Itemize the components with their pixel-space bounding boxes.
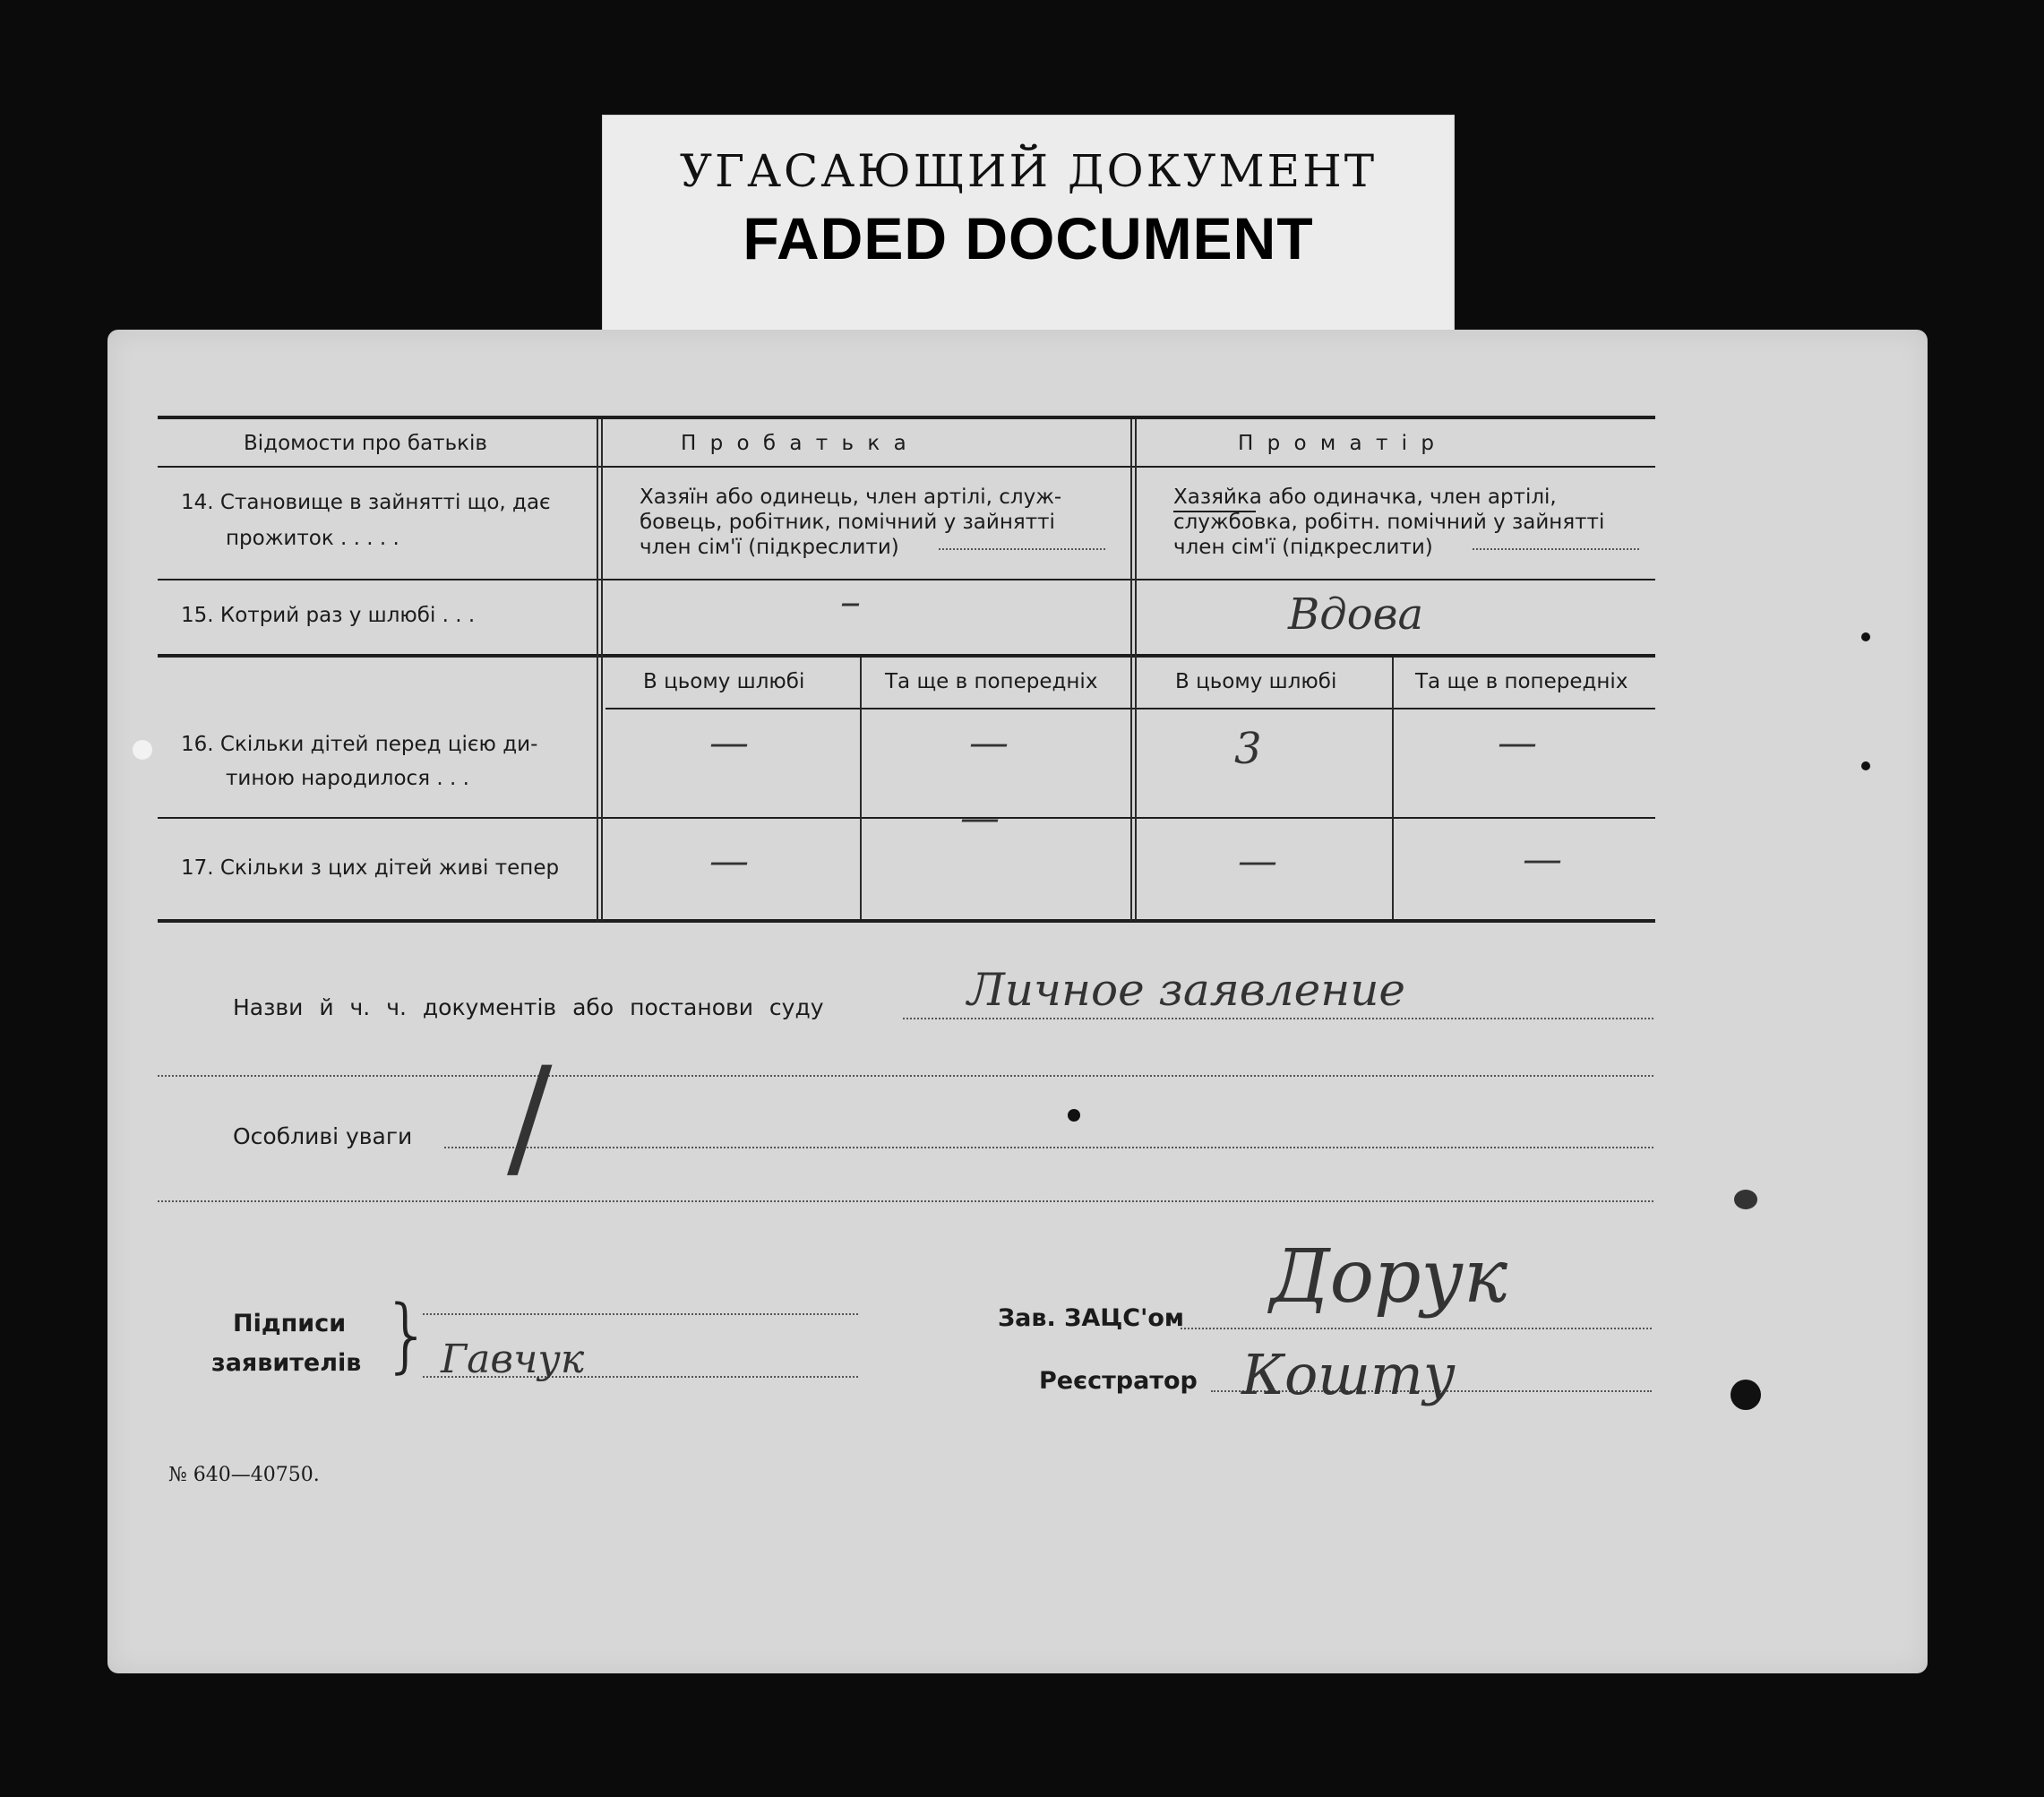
table-bottom-rule xyxy=(158,919,1655,923)
row17-father-this: — xyxy=(709,838,749,884)
applicant-sig-dots-1 xyxy=(423,1313,858,1315)
applicants-brace: } xyxy=(382,1288,434,1382)
head-sig-dots xyxy=(1181,1328,1652,1329)
row14-mother-line3: член сім'ї (підкреслити) xyxy=(1173,536,1433,559)
faded-label-ru: УГАСАЮЩИЙ ДОКУМЕНТ xyxy=(679,145,1378,197)
subheader-father-prev: Та ще в попередніх xyxy=(885,670,1098,693)
row14-label-line2: прожиток . . . . . xyxy=(226,527,399,550)
col-divider-father-sub xyxy=(860,658,862,919)
row15-mother-value: Вдова xyxy=(1288,589,1424,640)
row16-mother-this: 3 xyxy=(1234,724,1262,774)
documents-dots-2 xyxy=(158,1075,1653,1077)
header-bottom-rule xyxy=(158,466,1655,468)
row14-mother-dots xyxy=(1473,548,1639,550)
registry-form-sheet xyxy=(107,330,1928,1673)
remarks-value: / xyxy=(507,1039,553,1195)
registrar-label: Реєстратор xyxy=(1039,1367,1198,1395)
row14-bottom-rule xyxy=(158,579,1655,580)
remarks-dots xyxy=(444,1147,1653,1148)
col-divider-mother-sub xyxy=(1392,658,1394,919)
form-number: № 640—40750. xyxy=(168,1464,320,1486)
subheader-father-this: В цьому шлюбі xyxy=(643,670,805,693)
row17-mother-prev: — xyxy=(1523,837,1562,882)
subheader-mother-this: В цьому шлюбі xyxy=(1175,670,1337,693)
applicants-label-line1: Підписи xyxy=(233,1310,347,1337)
row14-mother-line2: службовка, робітн. помічний у зайнятті xyxy=(1173,511,1605,534)
pin-mark-2 xyxy=(1861,761,1870,770)
row16-mother-prev: — xyxy=(1498,720,1537,766)
col-divider-1a xyxy=(597,419,598,921)
row17-mother-this: — xyxy=(1238,838,1277,884)
row14-father-dots xyxy=(939,548,1105,550)
header-info: Відомости про батьків xyxy=(244,432,487,455)
row17-father-prev: — xyxy=(960,795,1000,841)
row16-label-line2: тиною народилося . . . xyxy=(226,767,469,790)
row14-father-line2: бовець, робітник, помічний у зайнятті xyxy=(640,511,1055,534)
punch-hole-2 xyxy=(1734,1190,1757,1209)
row15-bottom-rule xyxy=(158,654,1655,658)
applicants-label-line2: заявителів xyxy=(211,1349,362,1377)
faded-document-label xyxy=(602,115,1455,331)
table-top-rule xyxy=(158,416,1655,419)
light-spot xyxy=(133,740,152,760)
ink-dot xyxy=(1068,1109,1080,1122)
col-divider-2a xyxy=(1130,419,1132,921)
row14-label-line1: 14. Становище в зайнятті що, дає xyxy=(181,491,551,514)
registrar-signature: Кошту xyxy=(1241,1342,1456,1407)
row16-father-prev: — xyxy=(969,720,1009,766)
row17-label: 17. Скільки з цих дітей живі тепер xyxy=(181,856,560,880)
remarks-label: Особливі уваги xyxy=(233,1123,413,1149)
punch-hole-1 xyxy=(1731,1380,1761,1410)
head-signature: Дорук xyxy=(1270,1234,1508,1320)
subheader-mother-prev: Та ще в попередніх xyxy=(1415,670,1628,693)
col-divider-2b xyxy=(1135,419,1137,921)
header-father: П р о б а т ь к а xyxy=(681,432,910,455)
row16-bottom-rule xyxy=(158,817,1655,819)
faded-label-en: FADED DOCUMENT xyxy=(743,205,1314,271)
row14-father-line3: член сім'ї (підкреслити) xyxy=(640,536,899,559)
col-divider-1b xyxy=(601,419,603,921)
documents-value: Личное заявление xyxy=(967,964,1405,1016)
row14-father-line1: Хазяїн або одинець, член артілі, служ- xyxy=(640,486,1062,509)
row16-label-line1: 16. Скільки дітей перед цією ди- xyxy=(181,733,538,756)
applicant-signature: Гавчук xyxy=(441,1337,585,1382)
documents-label: Назви й ч. ч. документів або постанови суду xyxy=(233,994,824,1020)
head-label: Зав. ЗАЦС'ом xyxy=(998,1304,1184,1332)
row16-father-this: — xyxy=(709,720,749,766)
documents-dots xyxy=(903,1018,1653,1019)
row14-mother-line1: Хазяйка або одиначка, член артілі, xyxy=(1173,486,1557,509)
pin-mark-1 xyxy=(1861,632,1870,641)
remarks-dots-2 xyxy=(158,1200,1653,1202)
row15-label: 15. Котрий раз у шлюбі . . . xyxy=(181,604,476,627)
row15-father-value: – xyxy=(840,577,861,625)
header-mother: П р о м а т і р xyxy=(1238,432,1438,455)
